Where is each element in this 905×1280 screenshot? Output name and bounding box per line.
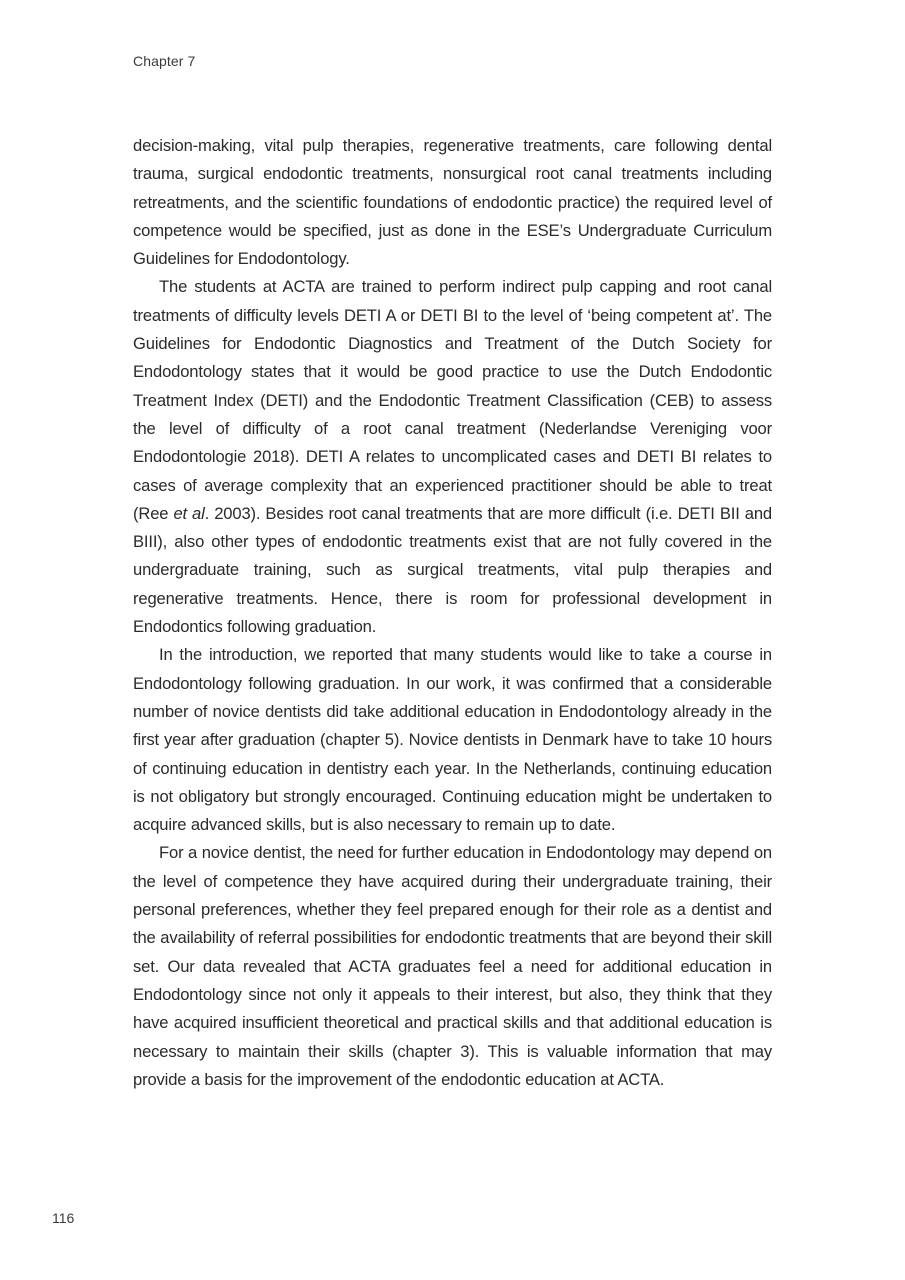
paragraph bbox=[133, 273, 772, 641]
paragraph-text: decision-making, vital pulp therapies, regenerative treatments, care following dental trauma, surgical endodontic treatments, nonsurgical root canal treatments including retreatments, and the scientific foundations of endodontic practice) the required level of competence would be specified, just as done in the ESE’s Undergraduate Curriculum Guidelines for Endodontology. bbox=[133, 136, 772, 269]
citation-et-al: et al bbox=[173, 503, 205, 523]
paragraph bbox=[133, 132, 772, 273]
paragraph-text: The students at ACTA are trained to perform indirect pulp capping and root canal treatments of difficulty levels DETI A or DETI BI to the level of ‘being competent at’. The Guidelines for Endodontic Diagnostics and Treatment of the Dutch Society for Endodontology states that it would be good practice to use the Dutch Endodontic Treatment Index (DETI) and the Endodontic Treatment Classification (CEB) to assess the level of difficulty of a root canal treatment (Nederlandse Vereniging voor Endodontologie 2018). DETI A relates to uncomplicated cases and DETI BI relates to cases of average complexity that an experienced practitioner should be able to treat (Ree bbox=[133, 277, 772, 523]
page-number: 116 bbox=[52, 1210, 75, 1226]
running-header: Chapter 7 bbox=[133, 53, 196, 69]
paragraph bbox=[133, 839, 772, 1094]
paragraph-text: For a novice dentist, the need for further education in Endodontology may depend on the level of competence they have acquired during their undergraduate training, their personal preferences, whether they feel prepared enough for their role as a dentist and the availability of referral possibilities for endodontic treatments that are beyond their skill set. Our data revealed that ACTA graduates feel a need for additional education in Endodontology since not only it appeals to their interest, but also, they think that they have acquired insufficient theoretical and practical skills and that additional education is necessary to maintain their skills (chapter 3). This is valuable information that may provide a basis for the improvement of the endodontic education at ACTA. bbox=[133, 843, 772, 1089]
body-text bbox=[133, 132, 772, 1094]
paragraph bbox=[133, 641, 772, 839]
paragraph-text: . 2003). Besides root canal treatments that are more difficult (i.e. DETI BII and BIII), also other types of endodontic treatments exist that are not fully covered in the undergraduate training, such as surgical treatments, vital pulp therapies and regenerative treatments. Hence, there is room for professional development in Endodontics following graduation. bbox=[133, 503, 772, 637]
paragraph-text: In the introduction, we reported that many students would like to take a course in Endodontology following graduation. In our work, it was confirmed that a considerable number of novice dentists did take additional education in Endodontology already in the first year after graduation (chapter 5). Novice dentists in Denmark have to take 10 hours of continuing education in dentistry each year. In the Netherlands, continuing education is not obligatory but strongly encouraged. Continuing education might be undertaken to acquire advanced skills, but is also necessary to remain up to date. bbox=[133, 645, 772, 835]
